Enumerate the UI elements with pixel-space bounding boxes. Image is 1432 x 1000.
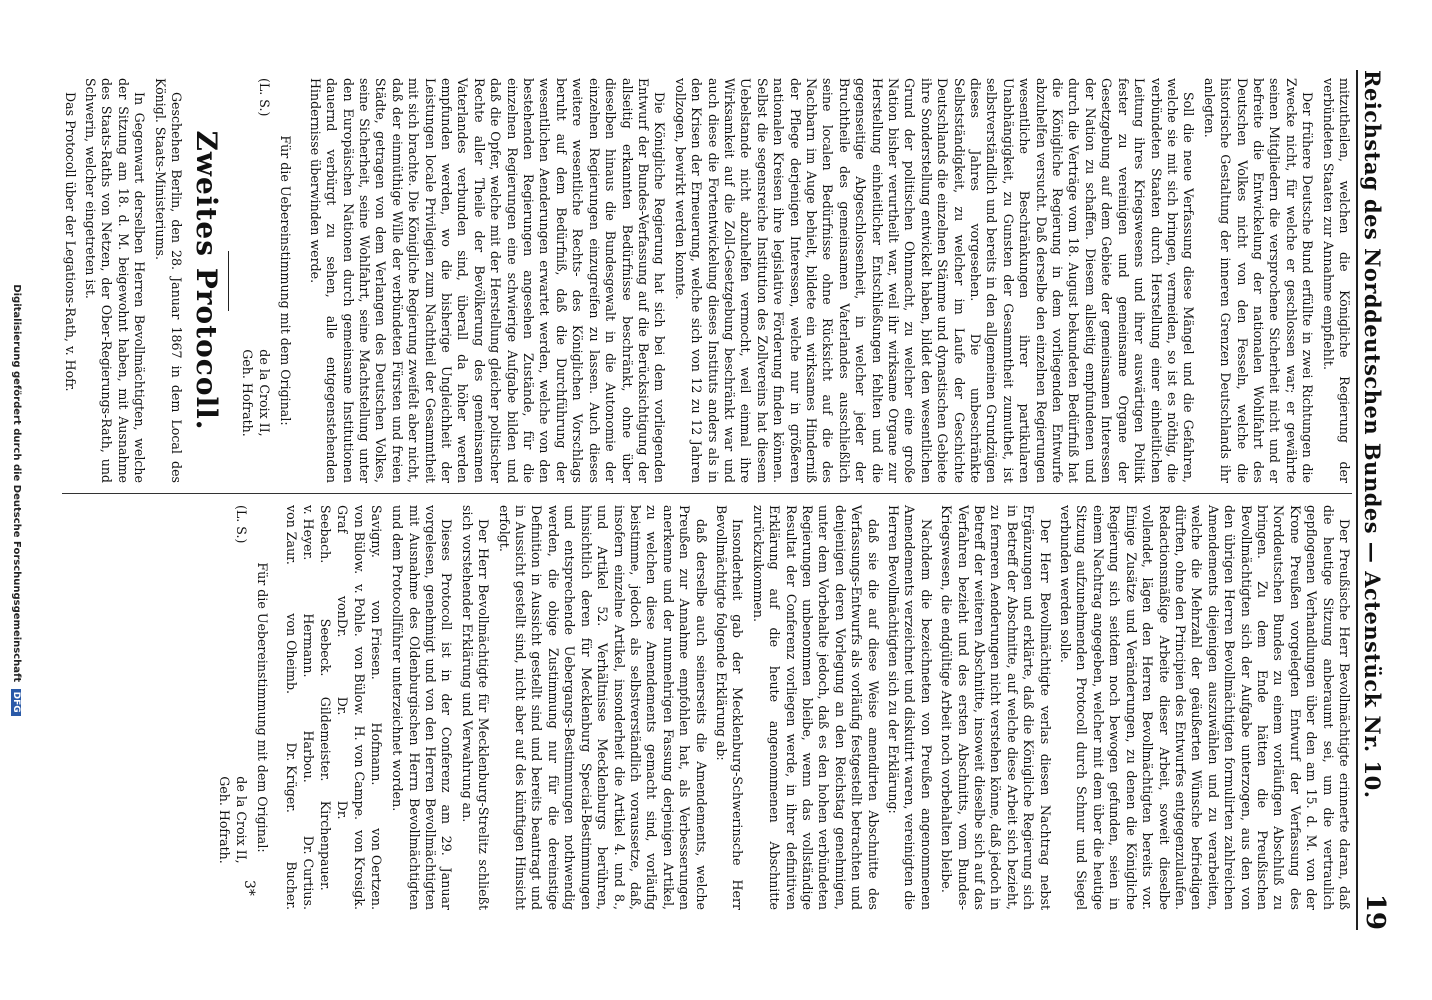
signatory: Hermann. (300, 613, 316, 678)
protocol-intro: Geschehen Berlin, den 28. Januar 1867 in dem Local des Königl. Staats-Ministeriums. (152, 78, 184, 483)
certification-block (216, 505, 271, 910)
page-header (1360, 70, 1420, 930)
signatory: von Friesen. (368, 600, 384, 680)
signatory: Savigny. (368, 505, 384, 558)
signatory-name: de la Croix II, (233, 776, 249, 864)
paragraph: Soll die neue Verfassung diese Mängel und die Gefahren, welche sie mit sich bringen, vermeiden, so ist es nöthig, die verbündeten Staaten durch Herstellung einer einheitlichen Leitung ihres Kriegswesens und ihrer auswärtigen Politik fester zu vereinigen und gemeinsame Organe der Gesetzgebung auf dem Gebiete der gemeinsamen Interessen der Nation zu schaffen. Diesem allseitig empfundenen und durch die Verträge vom 18. August bekundeten Bedürfniß hat die Königliche Regierung in dem vorliegenden Entwurfe abzuhelfen versucht. Daß derselbe den einzelnen Regierungen wesentliche Beschränkungen ihrer partikularen Unabhängigkeit, zu Gunsten der Gesammtheit zumuthet, ist selbstverständlich und bereits in den allgemeinen Grundzügen dieses Jahres vorgesehen. Die unbeschränkte Selbstständigkeit, zu welcher im Laufe der Geschichte Deutschlands die einzelnen Stämme und dynastischen Gebiete ihre Sonderstellung entwickelt haben, bildet den wesentlichen Grund der politischen Ohnmacht, zu welcher eine große Nation bisher verurtheilt war, weil ihr wirksame Organe zur Herstellung einheitlicher Entschließungen fehlten und die gegenseitige Abgeschlossenheit, in welcher jeder der Bruchtheile des gemeinsamen Vaterlandes ausschließlich seine localen Bedürfnisse ohne Rücksicht auf die des Nachbarn im Auge behielt, bildete ein wirksames Hinderniß der Pflege derjenigen Interessen, welche nur in größeren nationalen Kreisen ihre legislative Förderung finden können. Selbst die segensreiche Institution des Zollvereins hat diesem Uebelstande nicht abzuhelfen vermocht, weil einmal ihre Wirksamkeit auf die Zoll-Gesetzgebung beschränkt war und auch diese die Fortentwickelung dieses Instituts anders als in den Krisen der Erneuerung, welche sich von 12 zu 12 Jahren vollzogen, bewirkt werden konnte. (672, 78, 1197, 483)
signatory: von Krosigk. (351, 829, 367, 910)
certification-line: Für die Uebereinstimmung mit dem Original: (254, 562, 270, 853)
paragraph: Der Herr Bevollmächtigte für Mecklenburg-Strelitz schließt sich vorstehender Erklärung und Verwahrung an. (459, 505, 492, 910)
digitization-credit (11, 0, 22, 1000)
signatory: von Oertzen. (368, 828, 384, 910)
signatory-row (300, 505, 317, 910)
signatory-title: Geh. Hofrath. (216, 776, 232, 864)
signatory-row (317, 505, 351, 910)
paragraph: daß derselbe auch seinerseits die Amendements, welche Preußen zur Annahme empfohlen hat, als Verbesserungen anerkenne und der nunmehrigen Fassung derjenigen Artikel, zu welchen diese Amendements gemacht sind, vorläufig beistimme, jedoch als selbstverständlich voraussetze, daß, insofern einzelne Artikel, insonderheit die Artikel 4. und 8., und Artikel 52. Verhältnisse Mecklenburgs berühren, hinsichtlich deren für Mecklenburg Special-Bestimmungen und entsprechende Uebergangs-Bestimmungen nothwendig werden, die obige Zustimmung nur für die dereinstige Definition in Aussicht gestellt sind und bereits beantragt und in Aussicht gestellt sind, nicht aber auf des künftigen Hinsicht erfolgt. (496, 505, 709, 910)
section-divider (228, 251, 229, 311)
signatory: Dr. Krüger. (283, 742, 299, 813)
signatory: von Zaur. (283, 505, 299, 565)
signatory: Dr. Kirchenpauer. (317, 800, 350, 891)
signatory-row (368, 505, 385, 910)
paragraph: Insonderheit gab der Mecklenburg-Schwerinsche Herr Bevollmächtigte folgende Erklärung ab: (713, 505, 746, 910)
header-rule (1356, 70, 1358, 930)
paragraph: Der Herr Bevollmächtigte verlas diesen Nachtrag nebst Ergänzungen und erklärte, daß die Königliche Regierung sich in Betreff der Abschnitte, auf welche diese Arbeit sich bezieht, zu ferneren Aenderungen nicht verstehen könne, daß jedoch in Betreff der weiteren Abschnitte, insoweit dieselbe sich auf das Verfahren bezieht und des ersten Abschnitts, vom Bundes-Kriegswesen, die endgültige Arbeit noch vorbehalten bleibe. (939, 505, 1053, 910)
signatory: Bucher. (283, 861, 299, 910)
signatory-title: Geh. Hofrath. (240, 349, 256, 437)
signatory: Dr. Gildemeister. (317, 696, 350, 782)
certification-block (239, 78, 294, 483)
signatory: von Bülow. (351, 505, 367, 575)
section-title: Zweites Protocoll. (190, 130, 224, 431)
certification-line: Für die Uebereinstimmung mit dem Original: (278, 135, 294, 426)
left-column (57, 78, 1352, 483)
signatory: Dr. Seebeck. (317, 618, 350, 677)
signatory: von Bülow. (351, 646, 367, 716)
paragraph: Der frühere Deutsche Bund erfüllte in zwei Richtungen die Zwecke nicht, für welche er geschlossen war; er gewährte seinen Mitgliedern die versprochene Sicherheit nicht und er befreite die Entwickelung der nationalen Wohlfahrt des Deutschen Volkes nicht von den Fesseln, welche die historische Gestaltung der inneren Grenzen Deutschlands ihr anlegten. (1201, 78, 1316, 483)
signatory: Dr. Curtius. (300, 835, 316, 910)
seal-label: (L. S.) (257, 78, 273, 117)
signatory: von Oheimb. (283, 613, 299, 695)
signatory-row (351, 505, 368, 910)
dfg-badge: DFG (11, 689, 21, 716)
header-title: Reichstag des Norddeutschen Bundes — Actenstück Nr. 10. (1360, 70, 1385, 799)
signature-mark: 3* (241, 880, 257, 896)
signatory-row (283, 505, 300, 910)
paragraph: Der Preußische Herr Bevollmächtigte erinnerte daran, daß die heutige Sitzung anberaumt sei, um die vertraulich gepflogenen Verhandlungen über den am 15. d. M. von der Krone Preußen vorgelegten Entwurf der Verfassung des Norddeutschen Bundes zu einem vorläufigen Abschluß zu bringen. Zu dem Ende hätten die Preußischen Bevollmächtigten sich der Aufgabe unterzogen, aus den von den übrigen Herren Bevollmächtigten formulirten zahlreichen Amendements diejenigen auszuwählen und zu verarbeiten, welche die Mehrzahl der geäußerten Wünsche befriedigen dürften, ohne den Principien des Entwurfes entgegenzulaufen. Redactionsmäßige Arbeite dieser Arbeit, soweit dieselbe vollendet, lägen den Herren Bevollmächtigten bereits vor. Einige Zusätze und Veränderungen, zu denen die Königliche Regierung sich seitdem noch bewogen gefunden, seien in einem Nachtrag angegeben, welcher mit dem über die heutige Sitzung aufzunehmenden Protocoll durch Schnur und Siegel verbunden werden solle. (1058, 505, 1352, 910)
paragraph: mitzutheilen, welchen die Königliche Regierung der verbündeten Staaten zur Annahme empfiehlt. (1320, 78, 1352, 483)
seal-label: (L. S.) (233, 505, 249, 544)
protocol-text: In Gegenwart derselben Herren Bevollmächtigten, welche der Sitzung am 18. d. M. beigewohnt haben, mit Ausnahme des Staats-Raths von Netzen, der Ober-Regierungs-Rath, und Schwerin, welcher eingetreten ist. (82, 78, 148, 483)
paragraph: Dieses Protocoll ist in der Conferenz am 29. Januar vorgelesen, genehmigt und von den Herren Bevollmächtigten mit Ausnahme des Oldenburgischen Herrn Bevollmächtigten und dem Protocollführer unterzeichnet worden. (390, 505, 455, 910)
signatory-name: de la Croix II, (257, 349, 273, 437)
page-number: 19 (1360, 893, 1390, 930)
credit-text: Digitalisierung gefördert durch die Deutsche Forschungsgemeinschaft (11, 284, 22, 683)
signatory: v. Heyer. (300, 505, 316, 561)
paragraph: daß sie die auf diese Weise amendirten Abschnitte des Verfassungs-Entwurfs als vorläufig festgestellt betrachten und denjenigen deren Vorlegung an den Reichstag genehmigen, unter dem Vorbehalte jedoch, daß es den hohen verbündeten Regierungen unbenommen bleibe, wenn das vollständige Resultat der Conferenz vorliegen werde, in ihrer definitiven Erklärung auf die heute angenommenen Abschnitte zurückzukommen. (750, 505, 881, 910)
signatories-list (283, 505, 385, 910)
signatory: Harbou. (300, 730, 316, 783)
signatory: Graf von Seebach. (317, 505, 350, 619)
paragraph: Nachdem die bezeichneten von Preußen angenommenen Amendements verzeichnet und diskutirt waren, vereinigten die Herren Bevollmächtigten sich zu der Erklärung: (886, 505, 934, 910)
right-column (208, 505, 1352, 910)
protocol-closing: Das Protocoll über der Legations-Rath, v. Hofr. (62, 92, 78, 392)
signatory: H. von Campe. (351, 725, 367, 821)
paragraph: Die Königliche Regierung hat sich bei dem vorliegenden Entwurf der Bundes-Verfassung auf die Berücksichtigung der allseitig erkannten Bedürfnisse beschränkt, ohne über dieselben hinaus die Bundesgewalt in die Autonomie der einzelnen Regierungen einzugreifen zu lassen. Auch dieses weitere wesentliche Rechts- des Königlichen Vorschlags beruht auf dem Bedürfniß, daß die Durchführung der wesentlichen Aenderungen erwartet werden, welche von den bestehenden Regierungen angesehen Zustände, für die einzelnen Regierungen eine schwierige Aufgabe bilden und daß die Opfer, welche mit der Herstellung gleicher politischer Rechte aller Theile der Bevölkerung des gemeinsamen Vaterlandes verbunden sind, überall da höher werden empfunden werden, wo die bisherige Ungleichheit der Leistungen locale Privilegien zum Nachtheil der Gesammtheit mit sich brachte. Die Königliche Regierung zweifelt aber nicht, daß der einmüthige Wille der verbündeten Fürsten und freien Städte, getragen von dem Verlangen des Deutschen Volkes, seine Sicherheit, seine Wohlfahrt, seine Machtstellung unter den Europäischen Nationen durch gemeinsame Institutionen dauernd verbürgt zu sehen, alle entgegenstehenden Hindernisse überwinden werde. (307, 78, 668, 483)
signatory: v. Pohle. (351, 583, 367, 637)
signatory: Hofmann. (368, 722, 384, 786)
column-divider (62, 493, 1352, 494)
